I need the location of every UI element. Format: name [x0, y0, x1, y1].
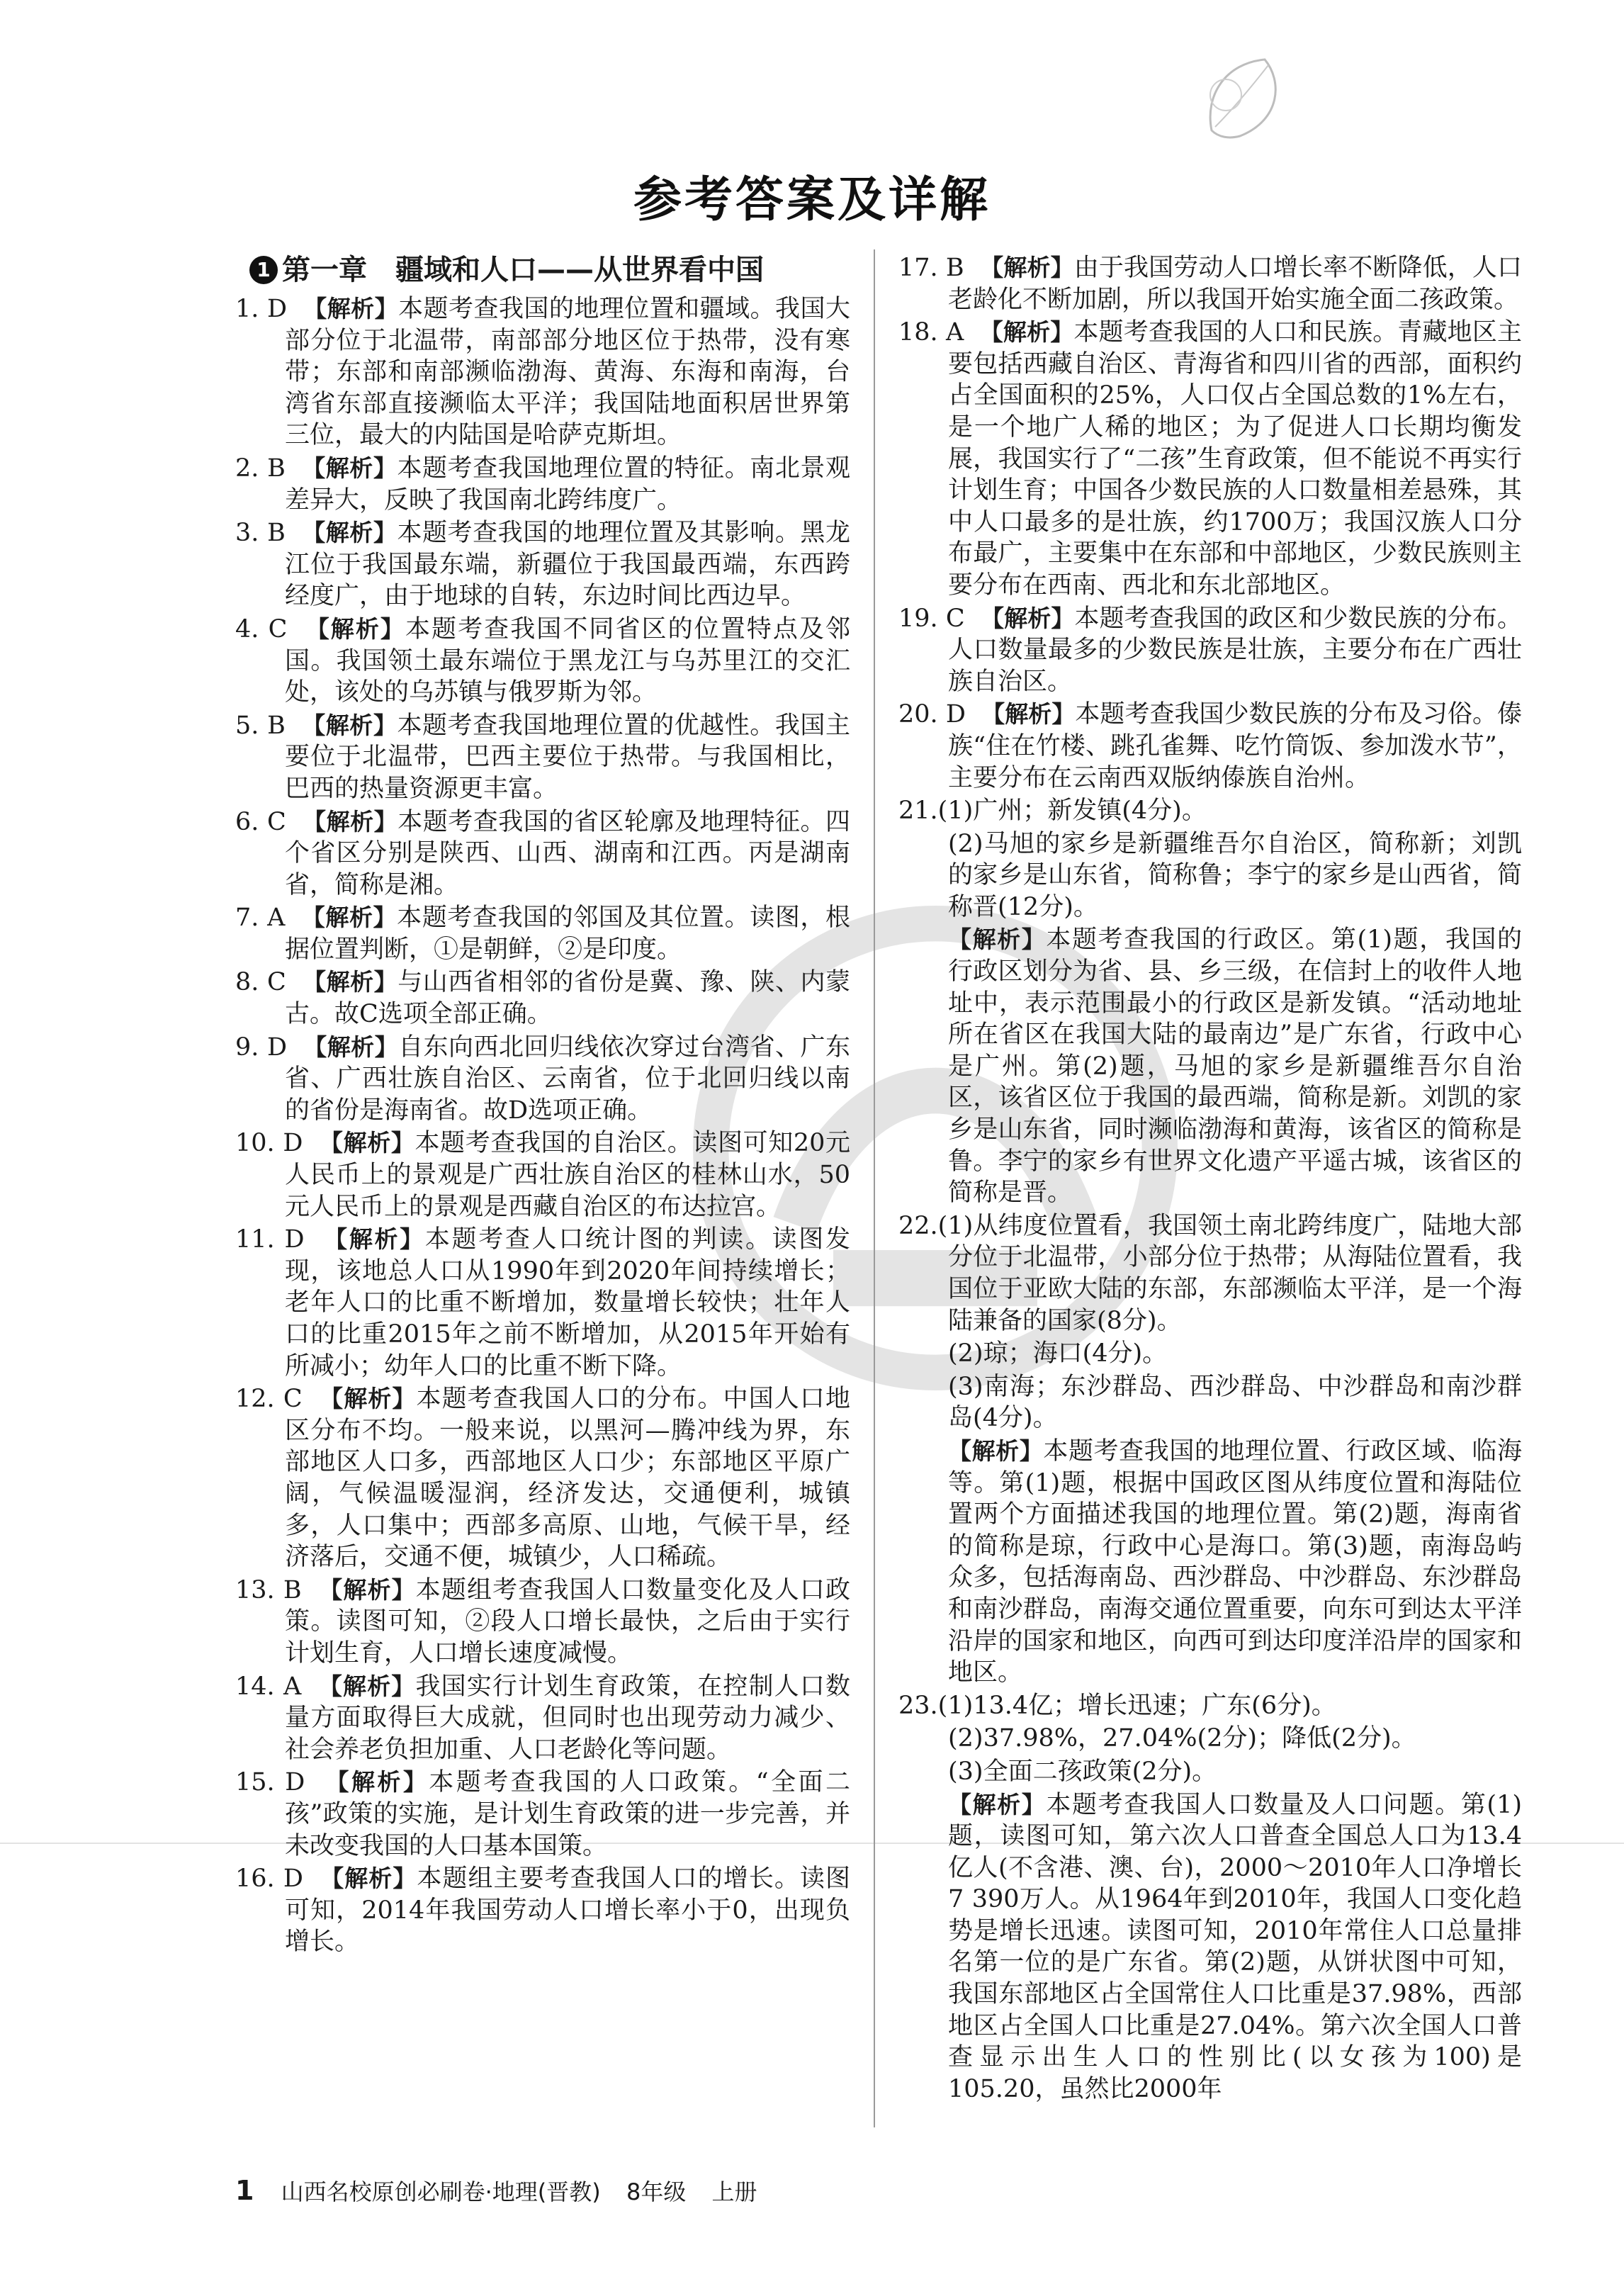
answer-number: 7. A [235, 904, 286, 933]
answer-text: 本题组考查我国人口数量变化及人口政策。读图可知，②段人口增长最快，之后由于实行计划生育，人口增长速度减慢。 [285, 1575, 850, 1667]
right-column [898, 252, 1522, 2106]
answer-subpart [898, 924, 1522, 1208]
page-title: 参考答案及详解 [633, 171, 991, 228]
answer-number: 21. [898, 797, 938, 826]
analysis-tag: 【解析】 [325, 1768, 429, 1796]
answer-item [235, 1671, 850, 1766]
answer-text: (1)13.4亿；增长迅速；广东(6分)。 [937, 1691, 1336, 1720]
answer-text: 本题考查我国的自治区。读图可知20元人民币上的景观是广西壮族自治区的桂林山水，50元人民币上的景观是西藏自治区的布达拉宫。 [285, 1129, 850, 1221]
answer-text: 与山西省相邻的省份是冀、豫、陕、内蒙古。故C选项全部正确。 [285, 968, 850, 1029]
answer-number: 4. C [235, 614, 288, 643]
answer-text: 本题考查我国的政区和少数民族的分布。人口数量最多的少数民族是壮族，主要分布在广西壮族自治区。 [948, 604, 1522, 696]
analysis-tag: 【解析】 [302, 519, 397, 547]
answer-text: 本题考查我国少数民族的分布及习俗。傣族“住在竹楼、跳孔雀舞、吃竹筒饭、参加泼水节”，主要分布在云南西双版纳傣族自治州。 [948, 700, 1522, 792]
answer-item [235, 293, 850, 451]
answer-text: (3)全面二孩政策(2分)。 [948, 1757, 1217, 1786]
answer-item [898, 252, 1522, 315]
answer-number: 2. B [235, 454, 286, 483]
analysis-tag: 【解析】 [979, 318, 1074, 347]
answer-text: 本题考查我国人口的分布。中国人口地区分布不均。一般来说，以黑河—腾冲线为界，东部地区人口多，西部地区人口少；东部地区平原广阔，气候温暖湿润，经济发达，交通便利，城镇多，人口集中；西部多高原、山地，气候干旱，经济落后，交通不便，城镇少，人口稀疏。 [285, 1385, 850, 1572]
answer-number: 19. C [898, 604, 965, 633]
answer-number: 22. [898, 1211, 938, 1240]
answer-number: 1. D [235, 295, 288, 323]
answer-item [235, 967, 850, 1030]
answer-item [235, 710, 850, 805]
chapter-heading [249, 252, 850, 288]
analysis-tag: 【解析】 [318, 1672, 416, 1700]
leaf-stamp-logo [1197, 52, 1290, 145]
volume-label: 上册 [711, 2178, 757, 2205]
answer-number: 6. C [235, 807, 286, 836]
analysis-tag: 【解析】 [303, 1033, 399, 1061]
answer-number: 5. B [235, 711, 286, 740]
answer-text: 本题考查我国的地理位置及其影响。黑龙江位于我国最东端，新疆位于我国最西端，东西跨经度广，由于地球的自转，东边时间比西边早。 [285, 519, 850, 611]
answer-item [235, 1032, 850, 1127]
answer-item [235, 614, 850, 709]
answer-item [898, 1690, 1522, 1722]
answer-number: 20. D [898, 700, 966, 729]
answer-number: 9. D [235, 1033, 288, 1062]
analysis-tag: 【解析】 [981, 604, 1075, 632]
analysis-tag: 【解析】 [320, 1385, 417, 1413]
answer-text: 本题考查我国地理位置的优越性。我国主要位于北温带，巴西主要位于热带。与我国相比，巴西的热量资源更丰富。 [285, 711, 850, 803]
answer-text: 本题考查我国的地理位置、行政区域、临海等。第(1)题，根据中国政区图从纬度位置和海陆位置两个方面描述我国的地理位置。第(2)题，海南省的简称是琼，行政中心是海口。第(3)题，南海岛屿众多，包括海南岛、西沙群岛、中沙群岛、东沙群岛和南沙群岛，南海交通位置重要，向东可到达太平洋沿岸的国家和地区，向西可到达印度洋沿岸的国家和地区。 [948, 1436, 1523, 1687]
analysis-tag: 【解析】 [303, 807, 398, 836]
page-number: 1 [235, 2175, 254, 2206]
page-footer [235, 2174, 776, 2207]
answer-text: 我国实行计划生育政策，在控制人口数量方面取得巨大成就，但同时也出现劳动力减少、社会养老负担加重、人口老龄化等问题。 [285, 1672, 850, 1764]
answer-item [235, 806, 850, 901]
answer-item [235, 1224, 850, 1382]
answer-text: (2)马旭的家乡是新疆维吾尔自治区，简称新；刘凯的家乡是山东省，简称鲁；李宁的家乡是山西省，简称晋(12分)。 [948, 829, 1522, 921]
answer-subpart [898, 1338, 1522, 1370]
answer-number: 15. D [235, 1768, 305, 1797]
answer-text: 本题考查我国地理位置的特征。南北景观差异大，反映了我国南北跨纬度广。 [285, 454, 850, 514]
analysis-tag: 【解析】 [303, 968, 398, 996]
answer-list-right [898, 252, 1522, 2105]
answer-text: (1)从纬度位置看，我国领土南北跨纬度广，陆地大部分位于北温带，小部分位于热带；从海陆位置看，我国位于亚欧大陆的东部，东部濒临太平洋，是一个海陆兼备的国家(8分)。 [937, 1211, 1522, 1335]
analysis-tag: 【解析】 [324, 1225, 425, 1254]
answer-text: 本题考查我国的行政区。第(1)题，我国的行政区划分为省、县、乡三级，在信封上的收件人地址中，表示范围最小的行政区是新发镇。“活动地址所在省区在我国大陆的最南边”是广东省，行政中心是广州。第(2)题，马旭的家乡是新疆维吾尔自治区，该省区位于我国的最西端，简称是新。刘凯的家乡是山东省，同时濒临渤海和黄海，该省区的简称是鲁。李宁的家乡有世界文化遗产平遥古城，该省区的简称是晋。 [948, 926, 1522, 1208]
answer-text: 本题考查我国人口数量及人口问题。第(1)题，读图可知，第六次人口普查全国总人口为13.4亿人(不含港、澳、台)，2000～2010年人口净增长7 390万人。从1964年到2010年，我国人口变化趋势是增长迅速。读图可知，2010年常住人口总量排名第一位的是广东省。第(2)题，从饼状图中可知，我国东部地区占全国常住人口比重是37.98%，西部地区占全国人口比重是27.04%。第六次全国人口普查显示出生人口的性别比(以女孩为100)是105.20，虽然比2000年 [948, 1790, 1522, 2103]
analysis-tag: 【解析】 [319, 1575, 416, 1604]
grade-label: 8年级 [626, 2178, 687, 2205]
answer-item [898, 1210, 1522, 1337]
answer-text: (2)37.98%，27.04%(2分)；降低(2分)。 [948, 1724, 1416, 1753]
answer-number: 18. A [898, 318, 964, 347]
answer-subpart [898, 1436, 1522, 1689]
column-divider [874, 249, 875, 2127]
answer-text: 本题考查我国的人口政策。“全面二孩”政策的实施，是计划生育政策的进一步完善，并未改变我国的人口基本国策。 [285, 1768, 850, 1860]
answer-item [235, 1863, 850, 1958]
answer-item [235, 1767, 850, 1862]
answer-item [235, 1575, 850, 1670]
book-series: 山西名校原创必刷卷·地理(晋教) [281, 2178, 601, 2205]
answer-number: 17. B [898, 254, 964, 282]
answer-subpart [898, 1756, 1522, 1788]
answer-text: 本题考查人口统计图的判读。读图发现，该地总人口从1990年到2020年间持续增长；老年人口的比重不断增加，数量增长较快；壮年人口的比重2015年之前不断增加，从2015年开始有所减小；幼年人口的比重不断下降。 [285, 1225, 850, 1380]
answer-item [235, 1127, 850, 1222]
answer-number: 12. C [235, 1385, 303, 1414]
answer-number: 16. D [235, 1865, 303, 1894]
answer-item [235, 517, 850, 612]
answer-number: 11. D [235, 1225, 305, 1254]
answer-subpart [898, 1789, 1522, 2105]
answer-number: 13. B [235, 1575, 302, 1604]
analysis-tag: 【解析】 [301, 904, 397, 932]
answer-text: 本题考查我国的人口和民族。青藏地区主要包括西藏自治区、青海省和四川省的西部，面积约占全国面积的25%，人口仅占全国总数的1%左右，是一个地广人稀的地区；为了促进人口长期均衡发展，我国实行了“二孩”生育政策，但不能说不再实行计划生育；中国各少数民族的人口数量相差悬殊，其中人口最多的是壮族，约1700万；我国汉族人口分布最广，主要集中在东部和中部地区，少数民族则主要分布在西南、西北和东北部地区。 [948, 318, 1522, 600]
answer-text: 本题组主要考查我国人口的增长。读图可知，2014年我国劳动人口增长率小于0，出现负增长。 [285, 1865, 850, 1957]
answer-text: (2)琼；海口(4分)。 [948, 1339, 1168, 1368]
analysis-tag: 【解析】 [948, 1790, 1047, 1818]
analysis-tag: 【解析】 [948, 926, 1047, 954]
answer-text: 由于我国劳动人口增长率不断降低，人口老龄化不断加剧，所以我国开始实施全面二孩政策。 [948, 254, 1523, 314]
chapter-title: 第一章 疆域和人口——从世界看中国 [282, 254, 764, 286]
answer-item [898, 699, 1522, 794]
answer-item [898, 795, 1522, 827]
answer-item [235, 1383, 850, 1573]
left-column [235, 252, 850, 1959]
answer-item [235, 453, 850, 516]
answer-list-left [235, 293, 850, 1958]
answer-text: 本题考查我国的地理位置和疆域。我国大部分位于北温带，南部部分地区位于热带，没有寒带；东部和南部濒临渤海、黄海、东海和南海，台湾省东部直接濒临太平洋；我国陆地面积居世界第三位，最大的内陆国是哈萨克斯坦。 [285, 295, 850, 450]
analysis-tag: 【解析】 [305, 614, 405, 643]
analysis-tag: 【解析】 [980, 254, 1074, 281]
answer-number: 23. [898, 1691, 938, 1720]
answer-text: (3)南海；东沙群岛、西沙群岛、中沙群岛和南沙群岛(4分)。 [948, 1372, 1522, 1433]
answer-item [898, 603, 1522, 698]
answer-text: (1)广州；新发镇(4分)。 [937, 797, 1207, 826]
analysis-tag: 【解析】 [303, 295, 399, 322]
analysis-tag: 【解析】 [302, 711, 397, 739]
answer-item [898, 317, 1522, 601]
analysis-tag: 【解析】 [320, 1865, 417, 1893]
answer-text: 本题考查我国不同省区的位置特点及邻国。我国领土最东端位于黑龙江与乌苏里江的交汇处，该处的乌苏镇与俄罗斯为邻。 [285, 614, 850, 707]
answer-text: 本题考查我国的邻国及其位置。读图，根据位置判断，①是朝鲜，②是印度。 [285, 904, 850, 964]
analysis-tag: 【解析】 [302, 454, 397, 482]
chapter-number-badge: 1 [249, 256, 278, 284]
answer-text: 本题考查我国的省区轮廓及地理特征。四个省区分别是陕西、山西、湖南和江西。丙是湖南省，简称是湘。 [285, 807, 850, 899]
answer-number: 14. A [235, 1672, 302, 1701]
answer-subpart [898, 828, 1522, 923]
answer-number: 3. B [235, 519, 286, 548]
analysis-tag: 【解析】 [981, 700, 1076, 729]
analysis-tag: 【解析】 [948, 1436, 1044, 1465]
answer-number: 8. C [235, 968, 286, 997]
answer-subpart [898, 1371, 1522, 1434]
answer-number: 10. D [235, 1129, 303, 1158]
answer-text: 自东向西北回归线依次穿过台湾省、广东省、广西壮族自治区、云南省，位于北回归线以南的省份是海南省。故D选项正确。 [285, 1033, 850, 1125]
answer-item [235, 902, 850, 965]
analysis-tag: 【解析】 [319, 1129, 415, 1157]
answer-subpart [898, 1723, 1522, 1755]
